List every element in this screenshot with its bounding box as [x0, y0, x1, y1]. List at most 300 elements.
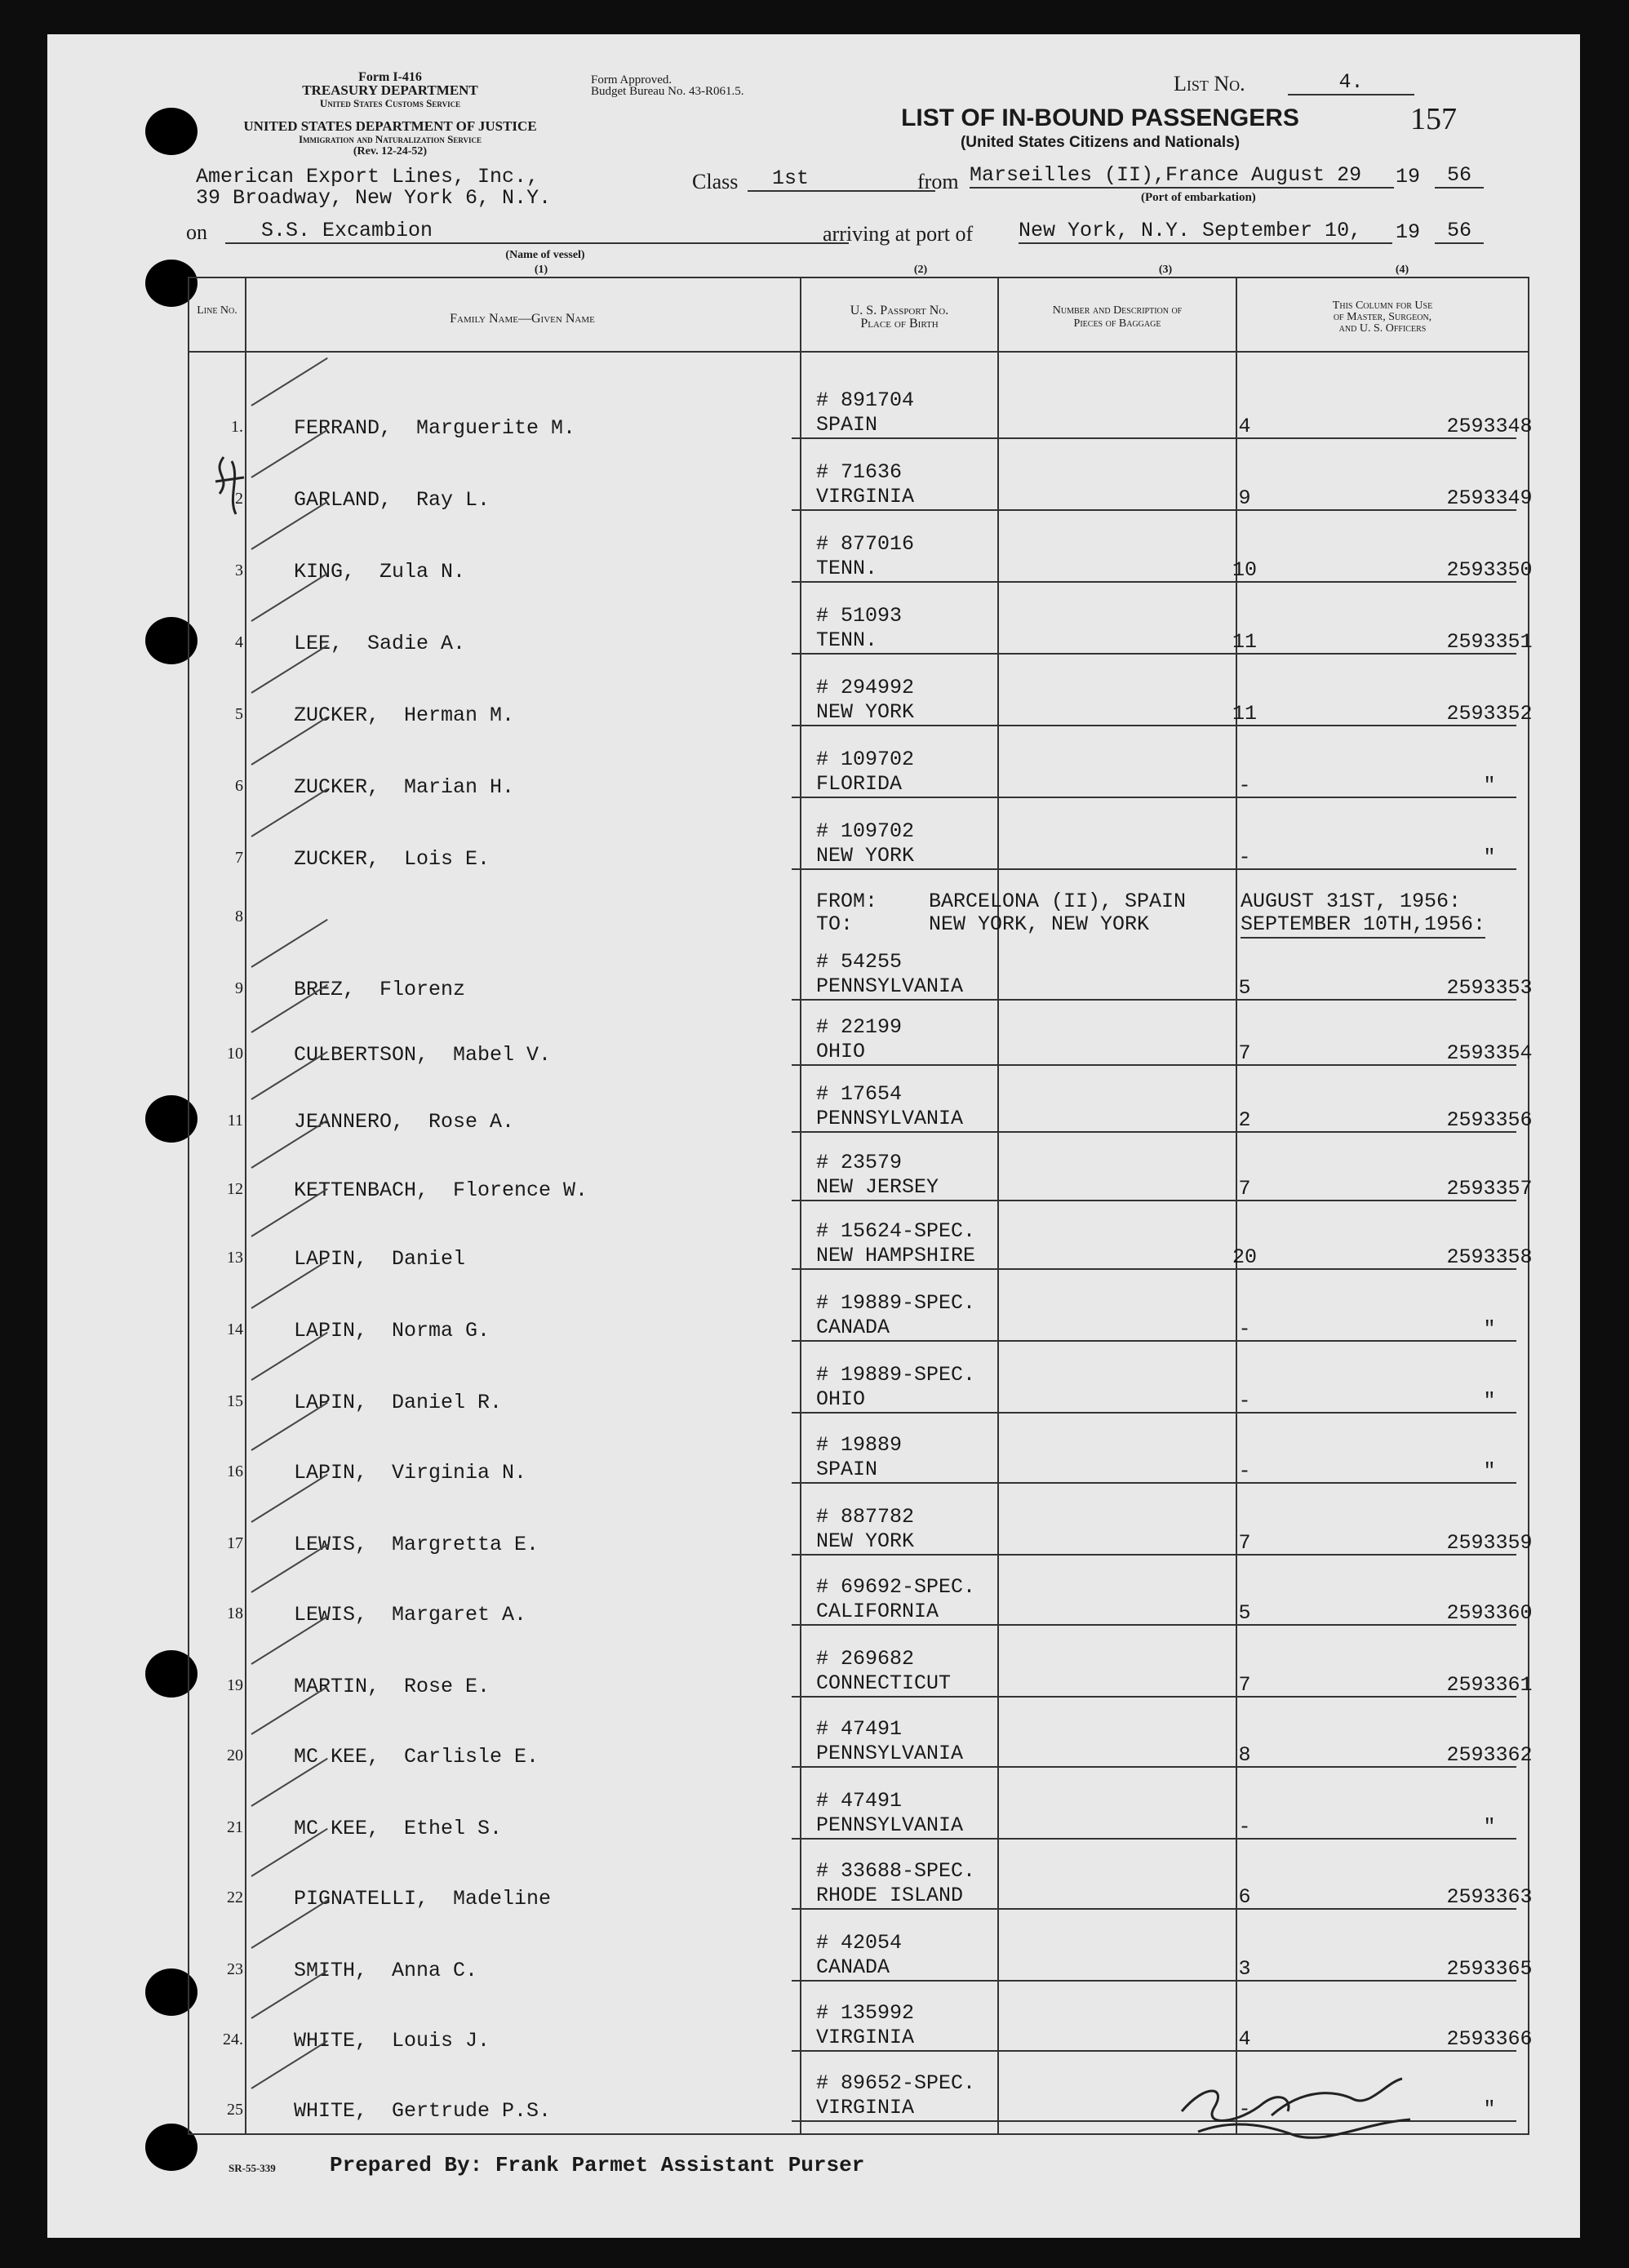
passport-cell	[816, 532, 914, 581]
line-number: 4	[235, 633, 243, 651]
row-rule	[792, 797, 1516, 798]
route-to-place: NEW YORK, NEW YORK	[929, 912, 1150, 936]
header-passport: U. S. Passport No.	[850, 304, 949, 317]
place-of-birth: NEW JERSEY	[816, 1175, 939, 1199]
header-baggage-2: Pieces of Baggage	[1073, 317, 1161, 330]
passport-number: # 109702	[816, 748, 915, 771]
class-value: 1st	[748, 166, 935, 192]
given-name: Ethel S.	[404, 1817, 503, 1840]
baggage-count: -	[1238, 2097, 1251, 2121]
passport-cell	[816, 1015, 902, 1064]
baggage-count: 20	[1232, 1245, 1257, 1269]
manifest-page	[47, 34, 1580, 2238]
given-name: Margretta E.	[392, 1533, 539, 1556]
given-name: Norma G.	[392, 1319, 490, 1343]
passport-cell	[816, 604, 902, 653]
place-of-birth: PENNSYLVANIA	[816, 974, 964, 998]
passport-number: # 89652-SPEC.	[816, 2071, 976, 2095]
line-number: 24.	[223, 2031, 243, 2048]
baggage-count: 7	[1238, 1041, 1251, 1065]
given-name: Lois E.	[404, 847, 490, 871]
baggage-count: 9	[1238, 486, 1251, 510]
line-number: 19	[227, 1676, 243, 1694]
class-label: Class	[692, 170, 739, 193]
line-number: 1.	[231, 418, 243, 436]
passenger-name	[294, 1533, 539, 1556]
passenger-row	[188, 1420, 1529, 1492]
passenger-name	[294, 416, 575, 440]
passport-cell	[816, 748, 914, 797]
baggage-count: 3	[1238, 1957, 1251, 1981]
prepared-by: Prepared By: Frank Parmet Assistant Purser	[330, 2153, 865, 2177]
line-number: 25	[227, 2101, 243, 2119]
baggage-count: 4	[1238, 415, 1251, 438]
given-name: Florence W.	[453, 1178, 588, 1202]
passport-number: # 17654	[816, 1082, 903, 1106]
column-number-1: (1)	[534, 264, 548, 276]
place-of-birth: VIRGINIA	[816, 485, 915, 508]
baggage-count: -	[1238, 846, 1251, 869]
row-rule	[792, 725, 1516, 726]
place-of-birth: PENNSYLVANIA	[816, 1813, 964, 1837]
family-name: MARTIN,	[294, 1675, 380, 1698]
family-name: PIGNATELLI,	[294, 1887, 429, 1911]
passport-cell	[816, 819, 914, 868]
line-number: 15	[227, 1392, 243, 1410]
place-of-birth: OHIO	[816, 1040, 866, 1063]
passport-number: # 23579	[816, 1151, 903, 1174]
row-rule	[792, 1908, 1516, 1910]
passport-cell	[816, 1717, 963, 1766]
list-title: LIST OF IN-BOUND PASSENGERS	[901, 104, 1299, 131]
from-port: Marseilles (II),France August 29	[970, 163, 1394, 189]
page-number: 157	[1410, 102, 1457, 136]
given-name: Madeline	[453, 1887, 552, 1911]
row-rule	[792, 1340, 1516, 1342]
row-rule	[792, 437, 1516, 439]
passenger-row	[188, 1002, 1533, 1074]
line-number: 14	[227, 1320, 243, 1338]
row-rule	[792, 1064, 1516, 1066]
route-from-label: FROM:	[816, 890, 878, 913]
given-name: Zula N.	[380, 560, 466, 584]
officer-signature	[1149, 2075, 1459, 2148]
passenger-row	[188, 937, 1533, 1009]
officer-number: 2593349	[1446, 486, 1533, 510]
given-name: Daniel	[392, 1247, 466, 1271]
arrive-year: 56	[1435, 219, 1484, 244]
dept-treasury: TREASURY DEPARTMENT	[302, 82, 478, 98]
family-name: JEANNERO,	[294, 1110, 405, 1134]
place-of-birth: NEW YORK	[816, 1529, 915, 1553]
passenger-name	[294, 1178, 588, 1202]
place-of-birth: CANADA	[816, 1955, 890, 1979]
officer-number: "	[1483, 2097, 1496, 2121]
passport-cell	[816, 676, 914, 725]
given-name: Mabel V.	[453, 1043, 552, 1067]
baggage-count: 7	[1238, 1531, 1251, 1555]
passport-cell	[816, 1219, 975, 1268]
baggage-count: 11	[1232, 702, 1257, 726]
passport-number: # 42054	[816, 1931, 903, 1955]
passport-number: # 269682	[816, 1647, 915, 1671]
family-name: MC KEE,	[294, 1817, 380, 1840]
passport-cell	[816, 2071, 975, 2120]
baggage-count: 5	[1238, 1601, 1251, 1625]
passenger-row	[188, 1988, 1533, 2060]
family-name: LEWIS,	[294, 1533, 368, 1556]
row-rule	[792, 1554, 1516, 1556]
line-number: 23	[227, 1960, 243, 1978]
row-rule	[792, 1624, 1516, 1626]
passenger-name	[294, 1603, 526, 1627]
officer-number: 2593348	[1446, 415, 1533, 438]
passenger-row	[188, 1206, 1533, 1278]
passport-cell	[816, 388, 914, 437]
passport-number: # 19889-SPEC.	[816, 1363, 976, 1387]
baggage-count: 11	[1232, 630, 1257, 654]
row-rule	[792, 1980, 1516, 1982]
passport-number: # 877016	[816, 532, 915, 556]
place-of-birth: PENNSYLVANIA	[816, 1742, 964, 1765]
list-subtitle: (United States Citizens and Nationals)	[960, 134, 1241, 151]
baggage-count: 2	[1238, 1108, 1251, 1132]
line-number: 6	[235, 777, 243, 795]
baggage-count: 8	[1238, 1743, 1251, 1767]
passenger-row	[188, 1350, 1529, 1422]
given-name: Carlisle E.	[404, 1745, 539, 1769]
passport-cell	[816, 950, 963, 999]
given-name: Margaret A.	[392, 1603, 527, 1627]
family-name: MC KEE,	[294, 1745, 380, 1769]
officer-number: 2593356	[1446, 1108, 1533, 1132]
family-name: CULBERTSON,	[294, 1043, 429, 1067]
officer-number: 2593357	[1446, 1177, 1533, 1201]
officer-number: 2593359	[1446, 1531, 1533, 1555]
passport-cell	[816, 2001, 914, 2050]
given-name: Daniel R.	[392, 1391, 503, 1414]
passport-cell	[816, 1151, 939, 1200]
row-rule	[792, 999, 1516, 1001]
passenger-row	[188, 1846, 1533, 1918]
passport-cell	[816, 1433, 902, 1482]
line-number: 16	[227, 1462, 243, 1480]
line-number: 17	[227, 1534, 243, 1552]
header-birth: Place of Birth	[860, 317, 939, 331]
passenger-row	[188, 1278, 1529, 1350]
officer-number: 2593350	[1446, 558, 1533, 582]
line-number: 9	[235, 979, 243, 997]
passport-cell	[816, 1291, 975, 1340]
baggage-count: -	[1238, 1317, 1251, 1341]
given-name: Virginia N.	[392, 1461, 527, 1485]
list-number: 4.	[1288, 70, 1414, 95]
passenger-name	[294, 1675, 490, 1698]
column-number-4: (4)	[1395, 264, 1409, 276]
family-name: LAPIN,	[294, 1319, 368, 1343]
officer-number: 2593363	[1446, 1885, 1533, 1909]
officer-number: "	[1483, 1317, 1496, 1341]
passenger-row	[188, 1492, 1533, 1564]
place-of-birth: VIRGINIA	[816, 2026, 915, 2049]
passport-number: # 54255	[816, 950, 903, 974]
form-number: Form I-416	[358, 70, 422, 84]
route-to-label: TO:	[816, 912, 854, 936]
place-of-birth: SPAIN	[816, 413, 878, 437]
passenger-name	[294, 1887, 551, 1911]
arrival-port: New York, N.Y. September 10,	[1019, 219, 1392, 244]
passenger-row	[188, 1634, 1533, 1706]
passport-number: # 294992	[816, 676, 915, 699]
row-rule	[792, 1412, 1516, 1414]
header-officers-2: of Master, Surgeon,	[1333, 311, 1432, 323]
passport-number: # 33688-SPEC.	[816, 1859, 976, 1883]
line-number: 8	[235, 908, 243, 925]
passenger-name	[294, 632, 465, 655]
passport-number: # 19889-SPEC.	[816, 1291, 976, 1315]
row-rule	[792, 653, 1516, 655]
passenger-row	[188, 735, 1529, 806]
passenger-row	[188, 1562, 1533, 1634]
given-name: Anna C.	[392, 1959, 478, 1982]
family-name: KING,	[294, 560, 356, 584]
from-year-prefix: 19	[1396, 165, 1421, 189]
passenger-row	[188, 1918, 1533, 1990]
form-approved: Form Approved.	[591, 73, 672, 87]
baggage-count: 4	[1238, 2027, 1251, 2051]
passenger-name	[294, 1461, 526, 1485]
given-name: Louis J.	[392, 2029, 490, 2053]
passport-number: # 15624-SPEC.	[816, 1219, 976, 1243]
vessel-name: S.S. Excambion	[225, 219, 849, 244]
family-name: KETTENBACH,	[294, 1178, 429, 1202]
given-name: Marguerite M.	[416, 416, 576, 440]
list-number-label: List No.	[1174, 72, 1245, 95]
family-name: ZUCKER,	[294, 775, 380, 799]
given-name: Marian H.	[404, 775, 515, 799]
place-of-birth: PENNSYLVANIA	[816, 1107, 964, 1130]
line-number: 13	[227, 1249, 243, 1267]
passport-number: # 22199	[816, 1015, 903, 1039]
from-label: from	[917, 170, 959, 193]
passport-number: # 71636	[816, 460, 903, 484]
officer-number: "	[1483, 1815, 1496, 1839]
line-number: 11	[227, 1112, 243, 1130]
row-rule	[792, 509, 1516, 511]
given-name: Ray L.	[416, 488, 490, 512]
route-to-date: SEPTEMBER 10TH,1956:	[1241, 912, 1485, 939]
officer-number: 2593361	[1446, 1673, 1533, 1697]
row-rule	[792, 1268, 1516, 1270]
line-number: 10	[227, 1045, 243, 1063]
header-line-no: Line No.	[197, 304, 237, 317]
given-name: Sadie A.	[367, 632, 466, 655]
baggage-count: 7	[1238, 1673, 1251, 1697]
row-rule	[792, 1482, 1516, 1484]
passenger-row	[188, 806, 1529, 878]
margin-annotation	[207, 449, 256, 522]
dept-customs: United States Customs Service	[319, 97, 461, 109]
officer-number: 2593365	[1446, 1957, 1533, 1981]
passport-number: # 887782	[816, 1505, 915, 1529]
passenger-row	[188, 375, 1533, 447]
place-of-birth: VIRGINIA	[816, 2096, 915, 2119]
baggage-count: -	[1238, 774, 1251, 797]
arriving-label: arriving at port of	[823, 222, 974, 246]
passport-cell	[816, 1575, 975, 1624]
baggage-count: -	[1238, 1815, 1251, 1839]
passenger-row	[188, 1138, 1533, 1209]
passenger-name	[294, 1745, 539, 1769]
route-from-date: AUGUST 31ST, 1956:	[1241, 890, 1462, 913]
officer-number: "	[1483, 846, 1496, 869]
on-label: on	[186, 220, 207, 244]
officer-number: 2593351	[1446, 630, 1533, 654]
passenger-name	[294, 1319, 490, 1343]
family-name: LEE,	[294, 632, 344, 655]
row-rule	[792, 1838, 1516, 1840]
baggage-count: 5	[1238, 976, 1251, 1000]
family-name: LAPIN,	[294, 1247, 368, 1271]
company-line1: American Export Lines, Inc.,	[196, 165, 539, 189]
port-embarkation-note: (Port of embarkation)	[1141, 191, 1256, 204]
family-name: LAPIN,	[294, 1391, 368, 1414]
line-number: 20	[227, 1746, 243, 1764]
place-of-birth: RHODE ISLAND	[816, 1884, 964, 1907]
baggage-count: 7	[1238, 1177, 1251, 1201]
passport-cell	[816, 1363, 975, 1412]
passenger-row	[188, 591, 1533, 663]
line-number: 5	[235, 705, 243, 723]
passenger-name	[294, 488, 490, 512]
given-name: Florenz	[380, 978, 466, 1001]
passenger-name	[294, 560, 465, 584]
passenger-row	[188, 447, 1533, 519]
line-number: 2	[235, 490, 243, 508]
header-baggage-1: Number and Description of	[1052, 304, 1183, 317]
dept-justice: UNITED STATES DEPARTMENT OF JUSTICE	[243, 118, 537, 134]
header-officers-1: This Column for Use	[1332, 300, 1433, 312]
family-name: SMITH,	[294, 1959, 368, 1982]
passenger-name	[294, 1043, 551, 1067]
row-rule	[792, 1766, 1516, 1768]
given-name: Gertrude P.S.	[392, 2099, 552, 2123]
place-of-birth: TENN.	[816, 557, 878, 580]
place-of-birth: CANADA	[816, 1316, 890, 1339]
header-divider	[188, 351, 1529, 353]
passenger-name	[294, 2099, 551, 2123]
form-code: SR-55-339	[229, 2162, 276, 2174]
passenger-row	[188, 1776, 1529, 1848]
row-rule	[792, 581, 1516, 583]
row-rule	[792, 868, 1516, 870]
from-year: 56	[1435, 163, 1484, 189]
line-number: 7	[235, 849, 243, 867]
officer-number: "	[1483, 774, 1496, 797]
family-name: FERRAND,	[294, 416, 393, 440]
place-of-birth: CALIFORNIA	[816, 1600, 939, 1623]
family-name: GARLAND,	[294, 488, 393, 512]
passport-cell	[816, 1859, 975, 1908]
arrive-year-prefix: 19	[1396, 220, 1421, 244]
place-of-birth: NEW YORK	[816, 844, 915, 868]
passenger-name	[294, 1959, 477, 1982]
passenger-row	[188, 1069, 1533, 1141]
company-line2: 39 Broadway, New York 6, N.Y.	[196, 186, 552, 210]
officer-number: 2593354	[1446, 1041, 1533, 1065]
passport-number: # 47491	[816, 1717, 903, 1741]
baggage-count: -	[1238, 1389, 1251, 1413]
place-of-birth: OHIO	[816, 1387, 866, 1411]
row-rule	[792, 1131, 1516, 1133]
officer-number: 2593366	[1446, 2027, 1533, 2051]
place-of-birth: NEW HAMPSHIRE	[816, 1244, 976, 1267]
column-number-2: (2)	[913, 264, 928, 276]
passport-cell	[816, 1082, 963, 1131]
officer-number: "	[1483, 1459, 1496, 1483]
family-name: WHITE,	[294, 2099, 368, 2123]
baggage-count: -	[1238, 1459, 1251, 1483]
passport-number: # 891704	[816, 388, 915, 412]
row-rule	[792, 2050, 1516, 2052]
passenger-row	[188, 663, 1533, 735]
officer-number: 2593360	[1446, 1601, 1533, 1625]
baggage-count: 10	[1232, 558, 1257, 582]
revision-date: (Rev. 12-24-52)	[353, 145, 428, 158]
passenger-row	[188, 519, 1533, 591]
officer-number: "	[1483, 1389, 1496, 1413]
passport-cell	[816, 460, 914, 509]
family-name: WHITE,	[294, 2029, 368, 2053]
place-of-birth: CONNECTICUT	[816, 1671, 952, 1695]
header-name: Family Name—Given Name	[450, 312, 595, 326]
family-name: LEWIS,	[294, 1603, 368, 1627]
family-name: LAPIN,	[294, 1461, 368, 1485]
given-name: Rose A.	[428, 1110, 515, 1134]
row-rule	[792, 1200, 1516, 1201]
family-name: BREZ,	[294, 978, 356, 1001]
row-rule	[792, 1696, 1516, 1698]
route-from-place: BARCELONA (II), SPAIN	[929, 890, 1187, 913]
passenger-row	[188, 1704, 1533, 1776]
line-number: 3	[235, 561, 243, 579]
passport-number: # 135992	[816, 2001, 915, 2025]
given-name: Herman M.	[404, 703, 515, 727]
passport-cell	[816, 1647, 951, 1696]
family-name: ZUCKER,	[294, 703, 380, 727]
place-of-birth: SPAIN	[816, 1458, 878, 1481]
officer-number: 2593358	[1446, 1245, 1533, 1269]
passport-cell	[816, 1505, 914, 1554]
passport-number: # 47491	[816, 1789, 903, 1813]
line-number: 22	[227, 1889, 243, 1906]
place-of-birth: FLORIDA	[816, 772, 903, 796]
family-name: ZUCKER,	[294, 847, 380, 871]
line-number: 18	[227, 1604, 243, 1622]
officer-number: 2593362	[1446, 1743, 1533, 1767]
place-of-birth: TENN.	[816, 628, 878, 652]
passport-number: # 69692-SPEC.	[816, 1575, 976, 1599]
officer-number: 2593352	[1446, 702, 1533, 726]
column-number-3: (3)	[1158, 264, 1173, 276]
budget-bureau: Budget Bureau No. 43-R061.5.	[591, 85, 744, 98]
place-of-birth: NEW YORK	[816, 700, 915, 724]
baggage-count: 6	[1238, 1885, 1251, 1909]
passport-number: # 51093	[816, 604, 903, 628]
dept-immigration: Immigration and Naturalization Service	[298, 133, 482, 145]
passenger-name	[294, 847, 490, 871]
passport-cell	[816, 1931, 902, 1980]
